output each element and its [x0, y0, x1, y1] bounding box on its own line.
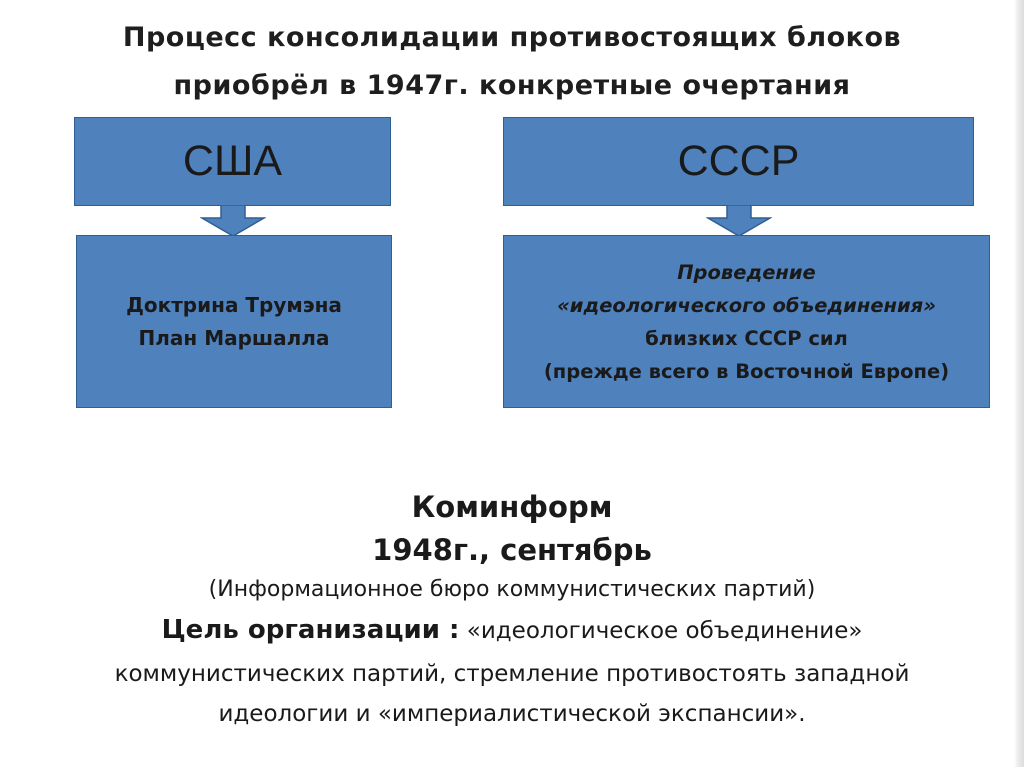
kominform-heading: Коминформ [411, 490, 613, 524]
slide-edge-shadow [1014, 0, 1024, 767]
title-line-1: Процесс консолидации противостоящих блоков [122, 22, 902, 53]
kominform-date: 1948г., сентябрь [372, 533, 652, 567]
ussr-policy-box [503, 235, 990, 408]
ussr-policy-line-2: «идеологического объединения» [557, 293, 936, 317]
usa-label: США [182, 137, 283, 185]
ussr-policy-line-3: близких СССР сил [645, 326, 848, 350]
usa-policy-box [76, 235, 392, 408]
ussr-policy-line-4: (прежде всего в Восточной Европе) [543, 359, 950, 383]
usa-policy-line-1: Доктрина Трумэна [126, 292, 342, 317]
slide-title [0, 14, 1024, 110]
usa-down-arrow-icon [200, 205, 266, 237]
ussr-header-box [503, 117, 974, 206]
ussr-down-arrow-icon [706, 205, 772, 237]
goal-line [0, 612, 1024, 649]
ussr-policy-line-1: Проведение [677, 260, 816, 284]
kominform-description: (Информационное бюро коммунистических партий) [208, 577, 816, 602]
title-line-2: приобрёл в 1947г. конкретные очертания [173, 70, 851, 101]
ussr-label: СССР [677, 137, 800, 185]
goal-line-3: идеологии и «империалистической экспансии». [218, 701, 806, 727]
goal-line-2: коммунистических партий, стремление противостоять западной [114, 661, 910, 687]
usa-header-box [74, 117, 391, 206]
usa-policy-line-2: План Маршалла [138, 325, 330, 350]
goal-label: Цель организации : [161, 615, 460, 645]
goal-text: «идеологическое объединение» [459, 618, 863, 644]
